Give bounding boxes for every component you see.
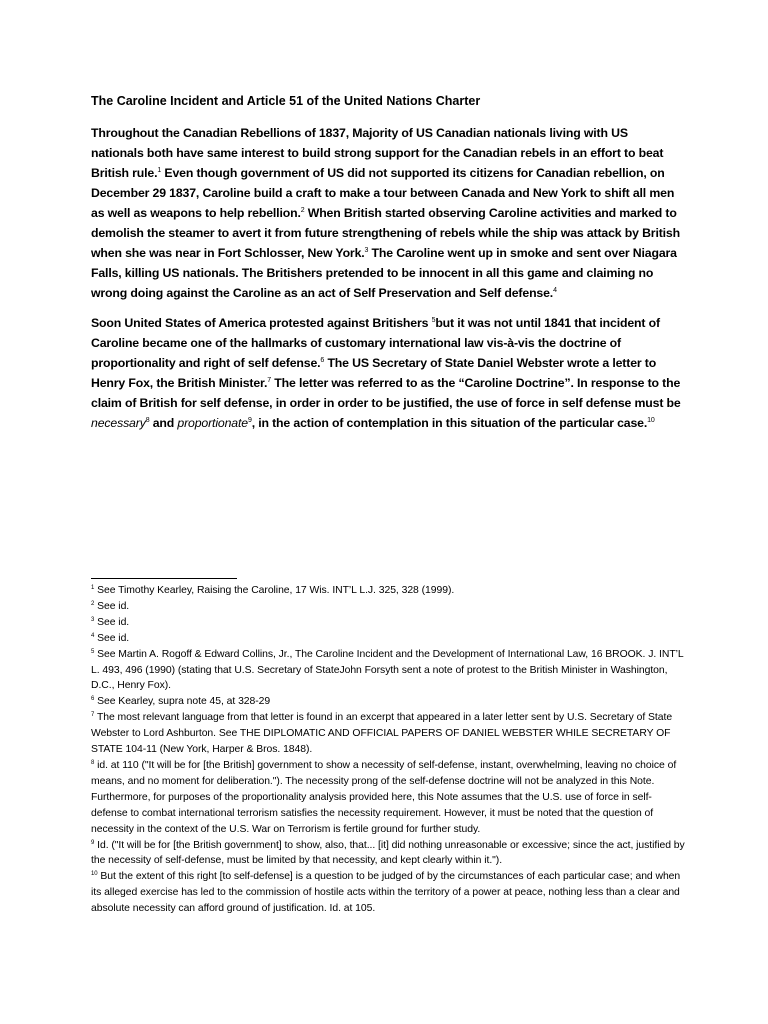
footnote-7 (91, 710, 686, 758)
footnote-ref-4[interactable]: 4 (553, 287, 557, 294)
footnote-number: 1 (91, 585, 95, 591)
paragraph-2-and: and (149, 416, 178, 430)
footnote-ref-7[interactable]: 7 (267, 377, 272, 384)
footnote-text: See Martin A. Rogoff & Edward Collins, Jr., The Caroline Incident and the Development of International Law, 16 BROOK. J. INT’L L. 493, 496 (1990) (stating that U.S. Secretary of StateJohn Forsyth sent a note of protest to the British Minister in Washington, D.C., Henry Fox). (91, 648, 684, 692)
paragraph-1-sentence-4: The Caroline went up in smoke and sent over Niagara Falls, killing US nationals. The Britishers pretended to be innocent in all this game and claiming no wrong doing against the Caroline as an act of Self Preservation and Self defense. (91, 246, 677, 300)
footnote-ref-9[interactable]: 9 (247, 417, 252, 424)
footnote-9 (91, 838, 686, 870)
footnote-text: But the extent of this right [to self-defense] is a question to be judged of by the circumstances of each particular case; and when its alleged exercise has led to the commission of hostile acts within the territory of a power at peace, nothing less than a clear and absolute necessity can afford ground of justification. Id. at 105. (91, 871, 681, 915)
paragraph-1-sentence-1: Throughout the Canadian Rebellions of 1837, Majority of US Canadian nationals living with US nationals both have same interest to build strong support for the Canadian rebels in an effort to beat British rule. (91, 126, 664, 180)
footnote-number: 4 (91, 632, 95, 639)
paragraph-1-sentence-2: Even though government of US did not supported its citizens for Canadian rebellion, on December 29 1837, Caroline build a craft to make a tour between Canada and New York to shift all men as well as weapons to help rebellion. (91, 166, 675, 220)
footnote-text: See Kearley, supra note 45, at 328-29 (94, 696, 271, 708)
footnote-5 (91, 647, 686, 695)
paragraph-1 (91, 123, 683, 303)
footnote-number: 8 (91, 759, 95, 766)
footnote-text: Id. ("It will be for [the British government] to show, also, that... [it] did nothing unreasonable or excessive; since the act, justified by the necessity of self-defense, must be limited by that necessity, and kept clearly within it."). (91, 839, 685, 867)
footnotes-section (91, 578, 686, 917)
paragraph-2-sentence-1: Soon United States of America protested against Britishers (91, 316, 432, 330)
footnote-text: See id. (94, 632, 130, 644)
term-necessary: necessary (91, 416, 146, 430)
footnote-number: 9 (91, 839, 95, 846)
document-body (91, 92, 683, 443)
footnote-3 (91, 615, 686, 631)
footnote-text: See id. (94, 616, 130, 628)
footnote-number: 6 (91, 696, 95, 703)
footnote-number: 2 (91, 600, 95, 607)
footnote-ref-10[interactable]: 10 (647, 417, 655, 424)
paragraph-2-sentence-3: The US Secretary of State Daniel Webster wrote a letter to Henry Fox, the British Minister. (91, 356, 657, 390)
footnote-text: See id. (94, 600, 130, 612)
paragraph-2-sentence-5: , in the action of contemplation in this situation of the particular case. (251, 416, 648, 430)
footnote-number: 3 (91, 616, 95, 623)
footnote-ref-8[interactable]: 8 (145, 417, 150, 424)
footnote-number: 7 (91, 712, 95, 719)
footnote-number: 5 (91, 648, 95, 655)
paragraph-2-sentence-4: The letter was referred to as the “Caroline Doctrine”. In response to the claim of British for self defense, in order in order to be justified, the use of force in self defense must be (91, 376, 681, 410)
footnote-8 (91, 758, 686, 838)
footnote-4 (91, 631, 686, 647)
footnote-6 (91, 694, 686, 710)
footnote-2 (91, 599, 686, 615)
paragraph-1-sentence-3: When British started observing Caroline activities and marked to demolish the steamer to avert it from future strengthening of rebels while the ship was attack by British when she was near in Fort Schlosser, New York. (91, 206, 680, 260)
footnote-number: 10 (91, 871, 98, 878)
paragraph-2 (91, 313, 683, 433)
term-proportionate: proportionate (177, 416, 248, 430)
footnote-text: id. at 110 ("It will be for [the British] government to show a necessity of self-defense, instant, overwhelming, leaving no choice of means, and no moment for deliberation."). The necessity prong of the self-defense doctrine will not be analyzed in this Note. Furthermore, for purposes of the proportionality analysis provided here, this Note assumes that the U.S. use of force in self-defense to combat international terrorism satisfies the necessity requirement. However, it must be noted that the question of necessity in the context of the U.S. War on Terrorism is fertile ground for further study. (91, 759, 677, 835)
footnote-ref-3[interactable]: 3 (364, 247, 369, 254)
footnote-text: See Timothy Kearley, Raising the Caroline, 17 Wis. INT’L L.J. 325, 328 (1999). (94, 585, 455, 596)
footnote-ref-6[interactable]: 6 (320, 357, 325, 364)
footnote-1 (91, 583, 686, 599)
footnote-ref-5[interactable]: 5 (431, 317, 436, 324)
footnote-text: The most relevant language from that letter is found in an excerpt that appeared in a later letter sent by U.S. Secretary of State Webster to Lord Ashburton. See THE DIPLOMATIC AND OFFICIAL PAPERS OF DANIEL WEBSTER WHILE SECRETARY OF STATE 104-11 (New York, Harper & Bros. 1848). (91, 712, 673, 756)
paragraph-2-sentence-2: but it was not until 1841 that incident of Caroline became one of the hallmarks of customary international law vis-à-vis the doctrine of proportionality and right of self defense. (91, 316, 660, 370)
footnote-separator (91, 578, 237, 579)
footnote-ref-2[interactable]: 2 (300, 207, 305, 214)
footnote-ref-1[interactable]: 1 (157, 167, 162, 174)
document-title: The Caroline Incident and Article 51 of the United Nations Charter (91, 94, 481, 108)
footnote-10 (91, 869, 686, 917)
